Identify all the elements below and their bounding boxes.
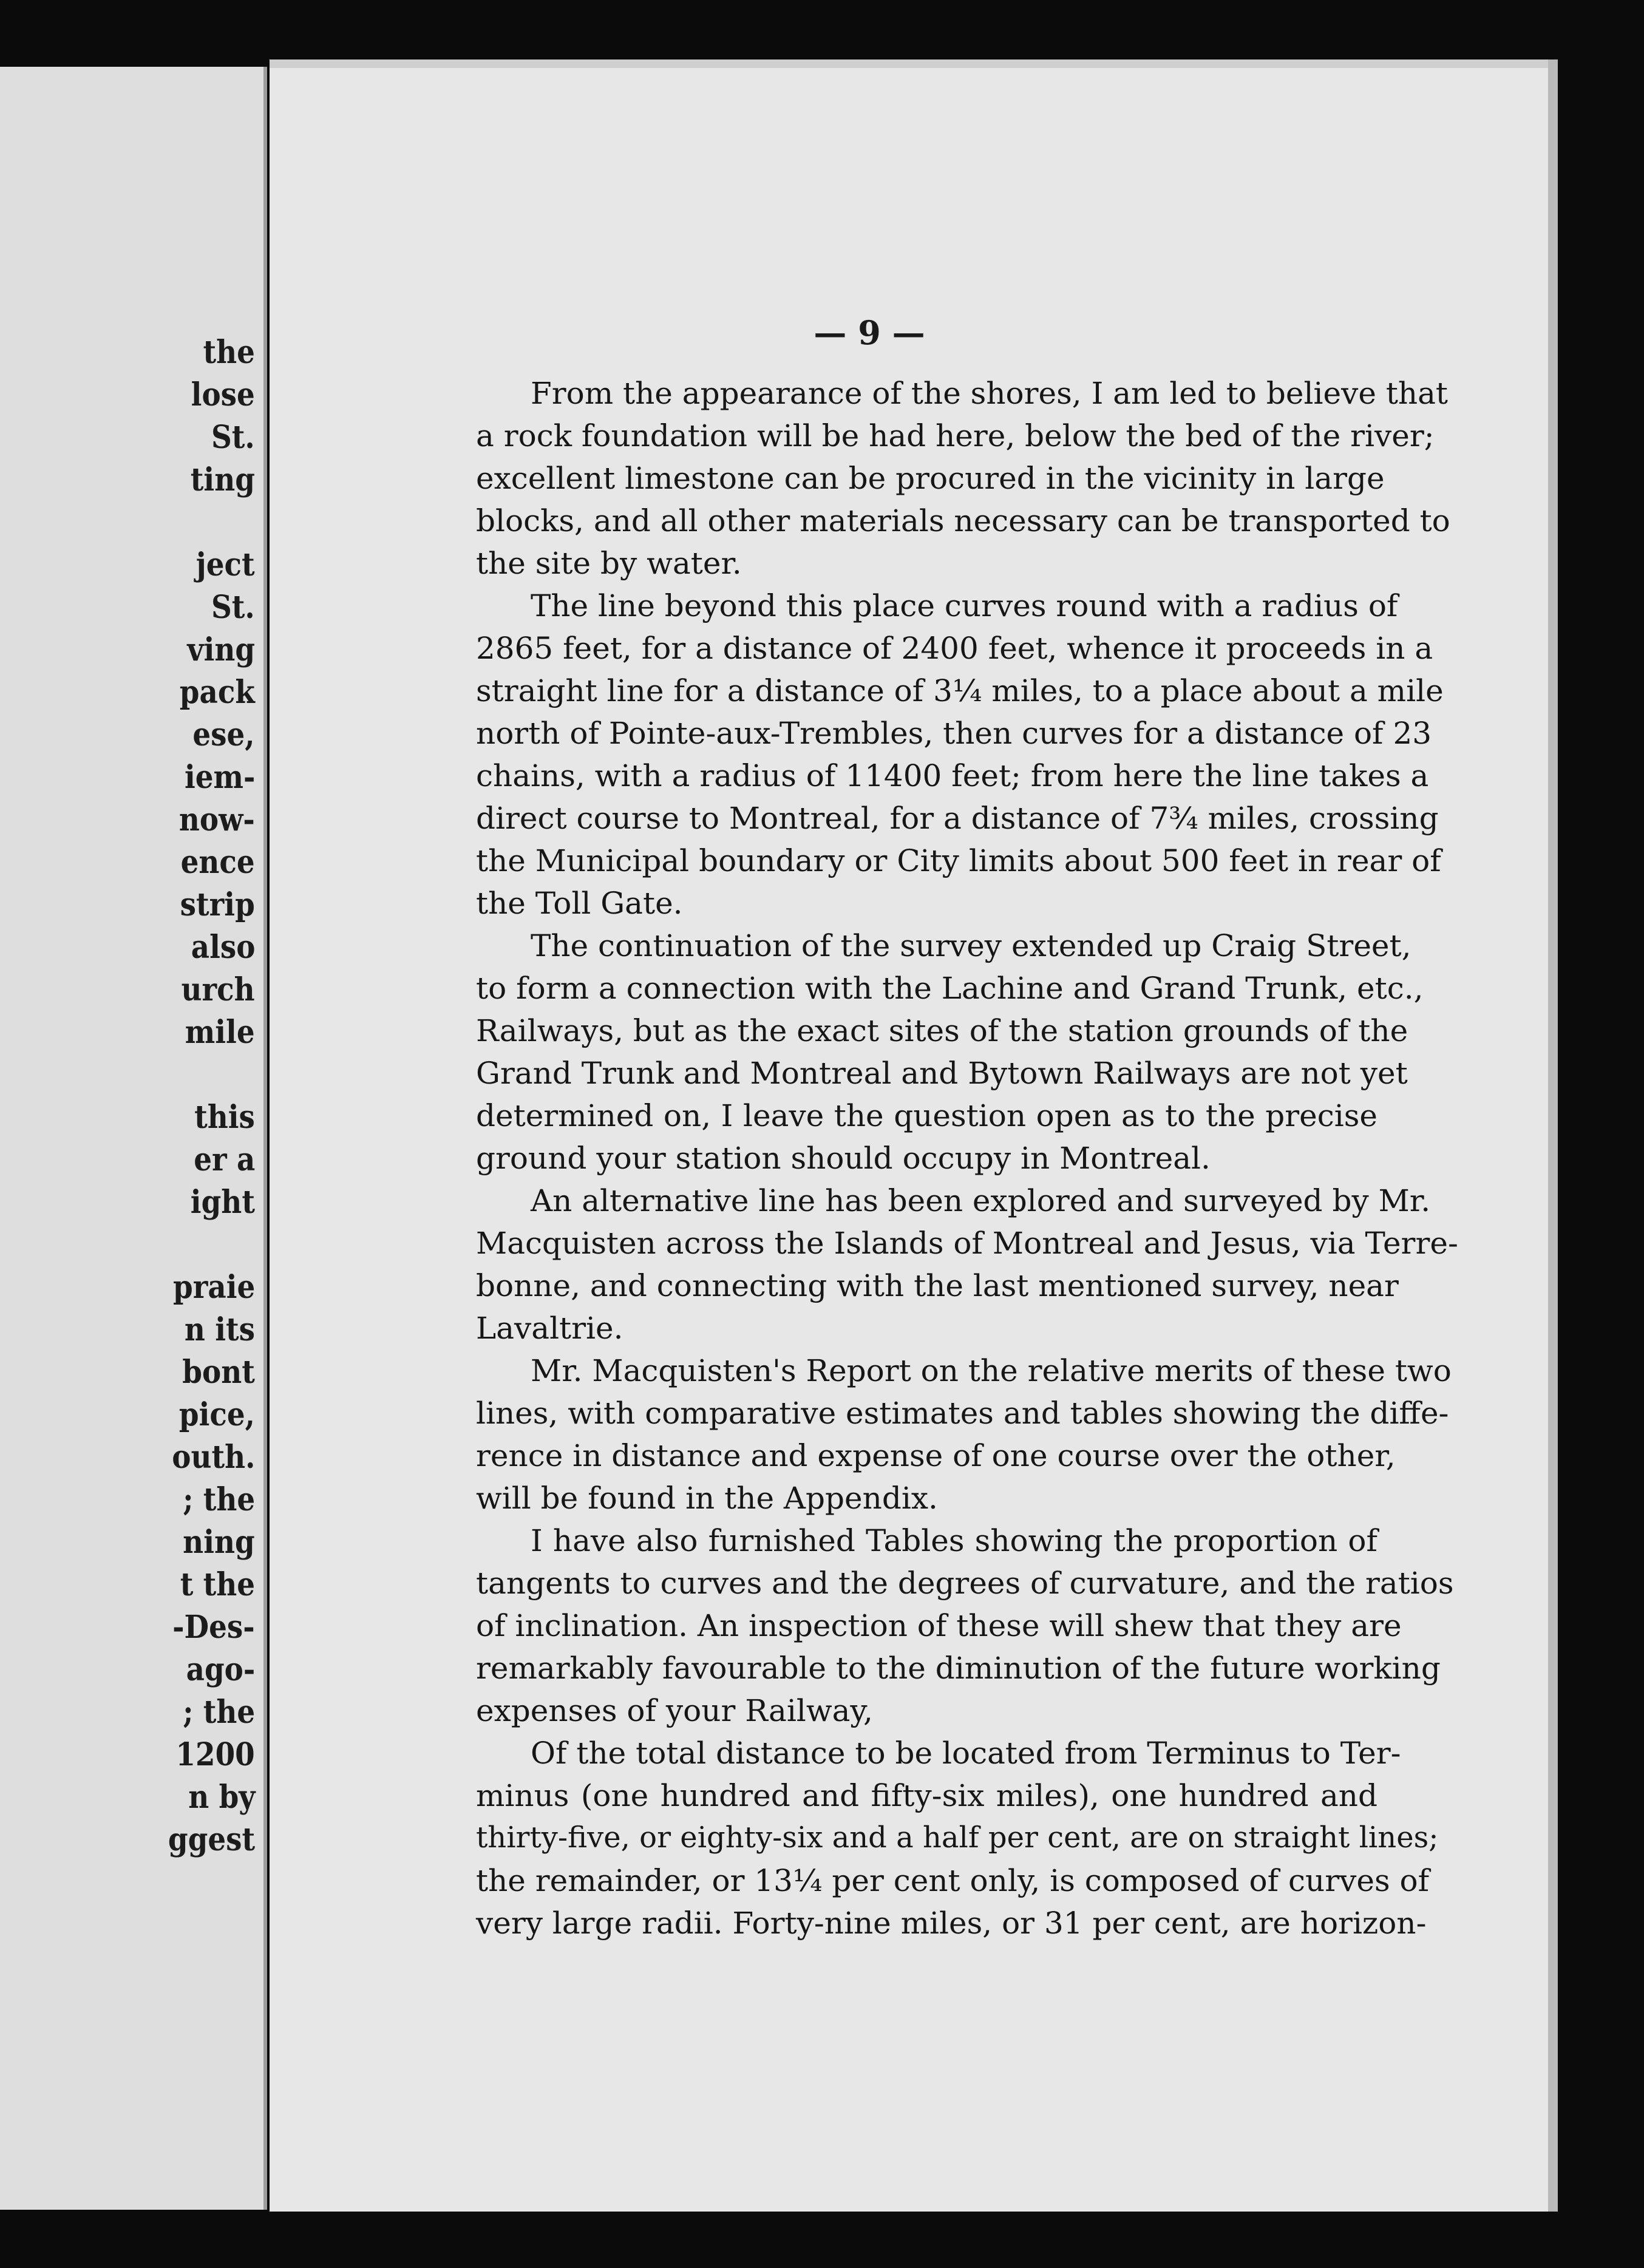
text-line: remarkably favourable to the diminution of the future working: [476, 1651, 1441, 1686]
text-line: thirty-five, or eighty-six and a half per cent, are on straight lines;: [476, 1821, 1439, 1855]
left-fragment: ning: [183, 1524, 255, 1561]
page-top-edge: [270, 59, 1548, 68]
text-line: Lavaltrie.: [476, 1311, 623, 1346]
text-line: lines, with comparative estimates and tables showing the diffe-: [476, 1396, 1449, 1431]
text-line: Grand Trunk and Montreal and Bytown Railways are not yet: [476, 1056, 1408, 1091]
left-fragment: bont: [182, 1354, 255, 1391]
left-fragment: St.: [211, 419, 255, 456]
left-fragment: ago-: [186, 1651, 255, 1688]
left-fragment: ggest: [168, 1821, 255, 1858]
text-line: chains, with a radius of 11400 feet; from here the line takes a: [476, 758, 1429, 793]
left-fragment: er a: [193, 1141, 255, 1178]
left-fragment: also: [191, 929, 255, 966]
document-page: [270, 59, 1558, 2212]
text-line: I have also furnished Tables showing the proportion of: [531, 1523, 1377, 1558]
text-line: bonne, and connecting with the last mentioned survey, near: [476, 1268, 1399, 1303]
left-fragment: outh.: [171, 1439, 255, 1476]
page-number: — 9 —: [814, 313, 925, 352]
text-line: a rock foundation will be had here, below the bed of the river;: [476, 418, 1435, 453]
text-line: very large radii. Forty-nine miles, or 31 per cent, are horizon-: [476, 1906, 1427, 1941]
left-fragment: n its: [184, 1311, 255, 1348]
left-fragment: ence: [180, 844, 255, 881]
text-line: Of the total distance to be located from Terminus to Ter-: [531, 1736, 1401, 1771]
text-line: will be found in the Appendix.: [476, 1481, 938, 1516]
left-fragment: urch: [181, 971, 255, 1008]
text-line: rence in distance and expense of one course over the other,: [476, 1438, 1396, 1473]
left-fragment: this: [194, 1099, 255, 1136]
text-line: From the appearance of the shores, I am led to believe that: [531, 376, 1449, 411]
text-line: tangents to curves and the degrees of curvature, and the ratios: [476, 1566, 1454, 1601]
left-fragment: 1200: [175, 1736, 255, 1773]
text-line: excellent limestone can be procured in the vicinity in large: [476, 461, 1385, 496]
text-line: minus (one hundred and fifty-six miles), one hundred and: [476, 1778, 1377, 1813]
left-fragment: -Des-: [172, 1609, 255, 1646]
text-line: of inclination. An inspection of these will shew that they are: [476, 1608, 1402, 1643]
left-fragment: strip: [180, 886, 255, 923]
text-line: blocks, and all other materials necessary can be transported to: [476, 503, 1450, 538]
text-line: straight line for a distance of 3¼ miles, to a place about a mile: [476, 673, 1444, 708]
left-fragment: ving: [187, 631, 255, 668]
left-fragment: ; the: [183, 1481, 255, 1518]
left-fragment: ting: [190, 461, 255, 498]
text-line: the Municipal boundary or City limits about 500 feet in rear of: [476, 843, 1441, 878]
left-fragment: t the: [180, 1566, 255, 1603]
left-fragment: ese,: [192, 716, 255, 753]
left-page-fragment: [0, 67, 267, 2210]
left-fragment: ject: [196, 546, 255, 583]
left-fragment: ; the: [183, 1694, 255, 1731]
left-fragment: iem-: [184, 759, 255, 796]
text-line: 2865 feet, for a distance of 2400 feet, whence it proceeds in a: [476, 631, 1433, 666]
text-line: Mr. Macquisten's Report on the relative merits of these two: [531, 1353, 1452, 1388]
left-fragment: pice,: [178, 1396, 255, 1433]
text-line: An alternative line has been explored and surveyed by Mr.: [531, 1183, 1431, 1218]
text-line: Macquisten across the Islands of Montreal and Jesus, via Terre-: [476, 1226, 1458, 1261]
text-line: The line beyond this place curves round with a radius of: [531, 588, 1398, 623]
text-line: to form a connection with the Lachine and Grand Trunk, etc.,: [476, 971, 1424, 1006]
left-fragment: St.: [211, 589, 255, 626]
text-line: the remainder, or 13¼ per cent only, is composed of curves of: [476, 1863, 1430, 1898]
text-line: expenses of your Railway,: [476, 1693, 873, 1728]
left-fragment: now-: [179, 801, 255, 838]
text-line: the site by water.: [476, 546, 742, 581]
left-fragment: praie: [172, 1269, 255, 1306]
left-fragment: ight: [190, 1184, 255, 1221]
text-line: determined on, I leave the question open as to the precise: [476, 1098, 1377, 1133]
text-line: Railways, but as the exact sites of the station grounds of the: [476, 1013, 1408, 1048]
text-line: The continuation of the survey extended up Craig Street,: [531, 928, 1411, 963]
text-line: ground your station should occupy in Montreal.: [476, 1141, 1211, 1176]
text-line: north of Pointe-aux-Trembles, then curves for a distance of 23: [476, 716, 1432, 751]
left-fragment: n by: [188, 1779, 255, 1816]
left-fragment: pack: [180, 674, 255, 711]
left-fragment: lose: [191, 376, 255, 413]
text-line: direct course to Montreal, for a distance of 7¾ miles, crossing: [476, 801, 1439, 836]
left-fragment: mile: [185, 1014, 255, 1051]
left-fragment: the: [203, 334, 255, 371]
text-line: the Toll Gate.: [476, 886, 683, 921]
